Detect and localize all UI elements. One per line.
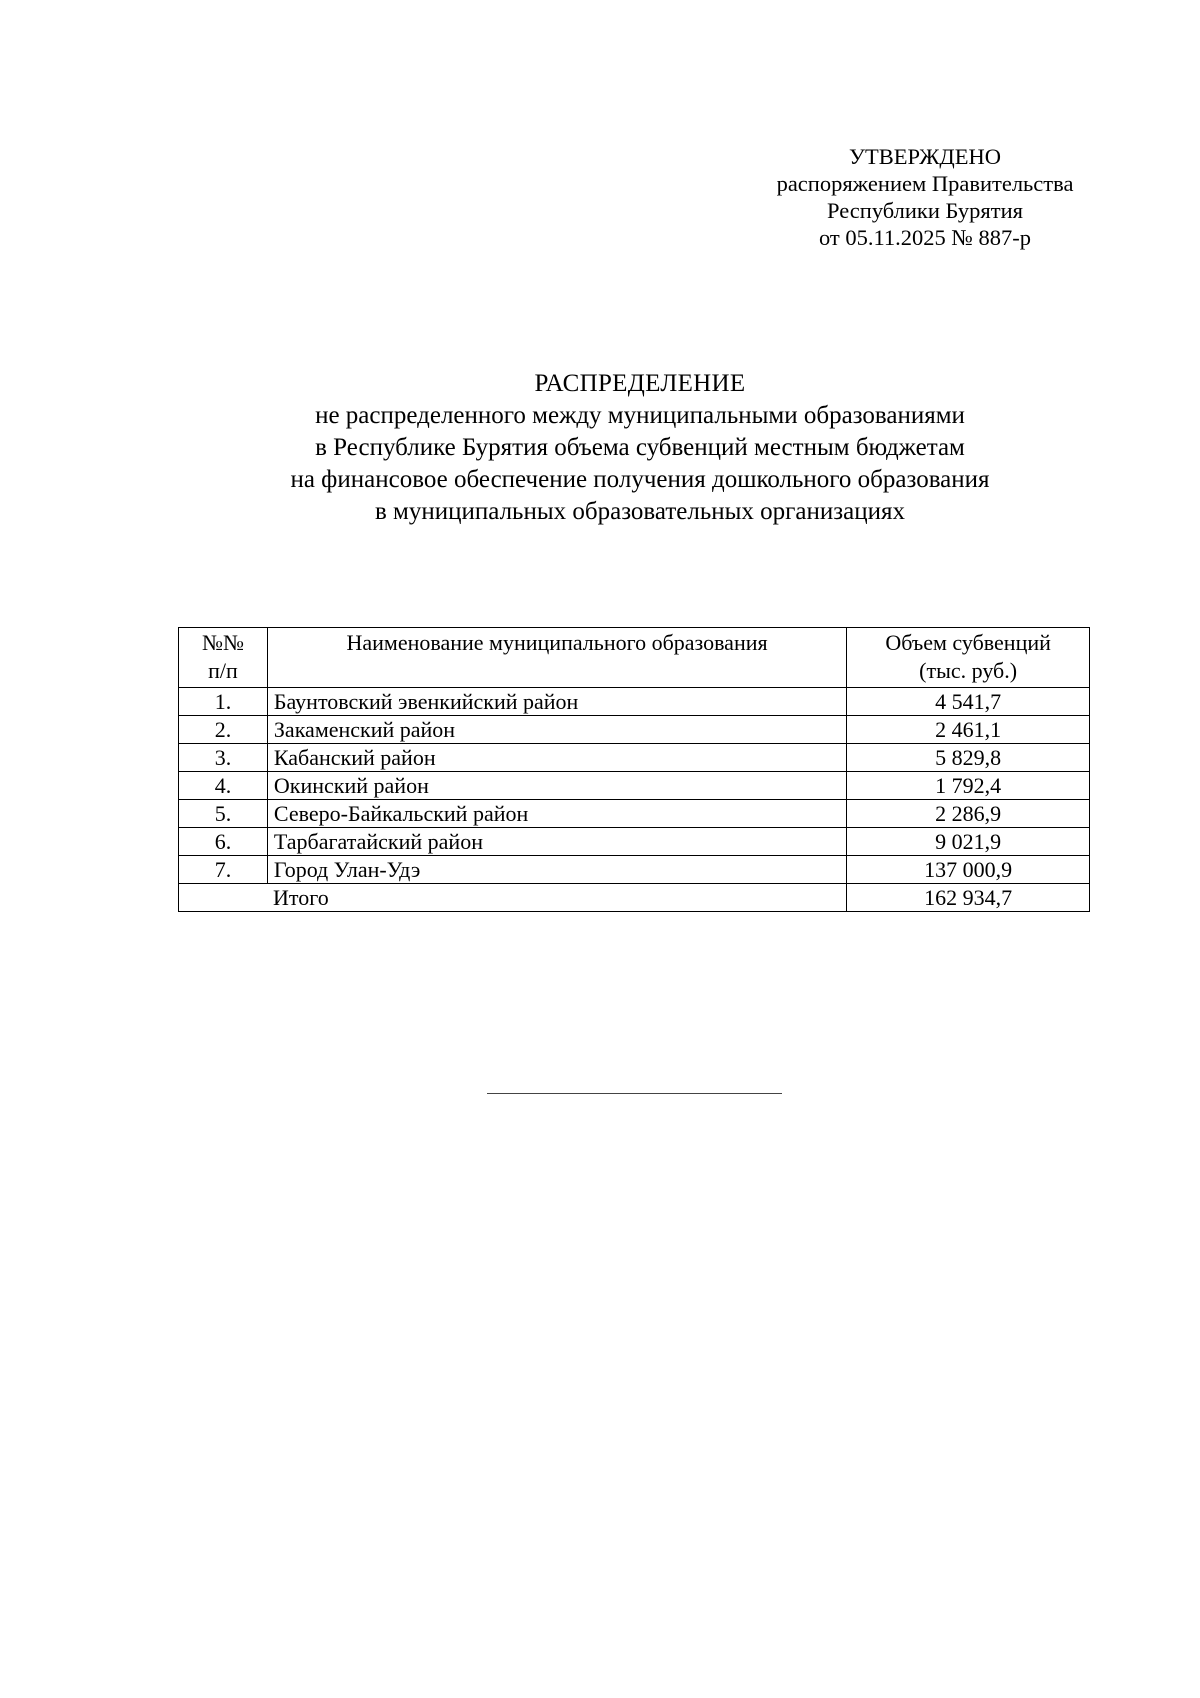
table-row (179, 744, 1090, 772)
row-amount: 2 286,9 (847, 800, 1090, 828)
approval-heading: УТВЕРЖДЕНО (849, 144, 1001, 169)
header-number-line-2: п/п (208, 658, 238, 683)
row-number: 5. (179, 800, 268, 828)
row-amount: 1 792,4 (847, 772, 1090, 800)
table-row (179, 772, 1090, 800)
table-row (179, 716, 1090, 744)
header-amount-line-2: (тыс. руб.) (919, 658, 1018, 683)
table-row (179, 800, 1090, 828)
row-amount: 137 000,9 (847, 856, 1090, 884)
title-line-3: на финансовое обеспечение получения дошкольного образования (290, 466, 990, 493)
row-name: Северо-Байкальский район (267, 800, 846, 828)
header-amount (847, 628, 1090, 688)
row-number: 3. (179, 744, 268, 772)
approval-stamp (765, 143, 1085, 251)
header-number-line-1: №№ (201, 630, 244, 655)
row-amount: 2 461,1 (847, 716, 1090, 744)
approval-authority: распоряжением Правительства (776, 171, 1074, 196)
row-number: 7. (179, 856, 268, 884)
approval-region: Республики Бурятия (827, 198, 1023, 223)
closing-divider (487, 1093, 782, 1094)
table-row (179, 856, 1090, 884)
row-name: Город Улан-Удэ (267, 856, 846, 884)
row-name: Баунтовский эвенкийский район (267, 688, 846, 716)
title-line-1: не распределенного между муниципальными образованиями (315, 402, 965, 429)
row-number: 6. (179, 828, 268, 856)
row-name: Тарбагатайский район (267, 828, 846, 856)
title-line-2: в Республике Бурятия объема субвенций местным бюджетам (315, 434, 965, 461)
table-row (179, 688, 1090, 716)
row-name: Кабанский район (267, 744, 846, 772)
header-number (179, 628, 268, 688)
header-name: Наименование муниципального образования (267, 628, 846, 688)
document-title (180, 368, 1100, 528)
table-row (179, 828, 1090, 856)
row-number: 2. (179, 716, 268, 744)
row-amount: 5 829,8 (847, 744, 1090, 772)
table-total-row (179, 884, 1090, 912)
row-amount: 9 021,9 (847, 828, 1090, 856)
row-number: 4. (179, 772, 268, 800)
table-header-row (179, 628, 1090, 688)
row-number: 1. (179, 688, 268, 716)
title-heading: РАСПРЕДЕЛЕНИЕ (534, 370, 746, 397)
header-amount-line-1: Объем субвенций (885, 630, 1051, 655)
title-line-4: в муниципальных образовательных организациях (374, 498, 906, 525)
distribution-table (178, 627, 1090, 912)
row-name: Окинский район (267, 772, 846, 800)
approval-date-number: от 05.11.2025 № 887-р (818, 225, 1032, 250)
row-name: Закаменский район (267, 716, 846, 744)
total-amount: 162 934,7 (847, 884, 1090, 912)
row-amount: 4 541,7 (847, 688, 1090, 716)
total-label: Итого (179, 884, 847, 912)
